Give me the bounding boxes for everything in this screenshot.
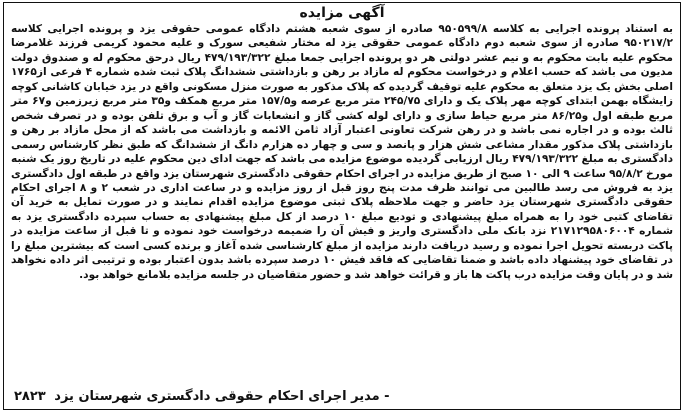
notice-signature: - مدیر اجرای احکام حقوقی دادگستری شهرستان یزد bbox=[54, 389, 390, 404]
notice-number: ۲۸۲۳ bbox=[14, 389, 46, 404]
notice-body: به استناد پرونده اجرایی به کلاسه ۹۵۰۵۹۹/۸ صادره از سوی شعبه هشتم دادگاه عمومی حقوقی یزد و پرونده اجرایی کلاسه ۹۵۰۲۱۷/۲ صادره از سوی شعبه دوم دادگاه عمومی حقوقی یزد له مختار شفیعی سورک و علیه محمود کریمی فرزند غلامرضا محکوم علیه بابت محکوم به و نیم عشر دولتی هر دو پرونده اجرایی جمعا مبلغ ۴۷۹/۱۹۳/۳۲۲ ریال درحق محکوم له و صندوق دولت مدیون می باشد که حسب اعلام و درخواست محکوم له مازاد بر رهن و بازداشتی ششدانگ پلاک ثبت شده شماره ۴ فرعی از۱۷۶۵ اصلی بخش یک یزد متعلق به محکوم علیه توقیف گردیده که پلاک مذکور به صورت منزل مسکونی واقع در یزد خیابان کاشانی کوچه زایشگاه بهمن ابتدای کوچه مهر پلاک یک و دارای ۲۴۵/۷۵ متر مربع عرصه و۱۵۷/۵ متر مربع همکف و۳۵ متر مربع زیرزمین و۶۷ متر مربع طبقه اول و۸۶/۲۵ متر مربع حیاط سازی و دارای لوله کشی گاز و انشعابات گاز و آب و برق تلفن بوده و در تصرف شخص ثالث بوده و در اجاره نمی باشد و در رهن شرکت تعاونی اعتبار آزاد ثامن الائمه و بازداشت می باشد که از محل مازاد بر رهن و بازداشتی پلاک مذکور مقدار مشاعی شش هزار و پانصد و سی و چهار ده هزارم دانگ از ششدانگ که طبق نظر کارشناس رسمی دادگستری به مبلغ ۴۷۹/۱۹۳/۳۲۲ ریال ارزیابی گردیده موضوع مزایده می باشد که جهت ادای دین محکوم علیه در تاریخ روز یک شنبه مورخ ۹۵/۸/۲ ساعت ۹ الی ۱۰ صبح از طریق مزایده در اجرای احکام حقوقی دادگستری شهرستان یزد واقع در طبقه اول دادگستری یزد به فروش می رسد طالبین می توانند ظرف مدت پنج روز قبل از روز مزایده و در ساعت اداری در شعب ۲ و ۸ اجرای احکام حقوقی دادگستری شهرستان یزد حاضر و جهت ملاحظه پلاک ثبتی موضوع مزایده اقدام نمایند و در صورت تمایل به خرید آن تقاضای کتبی خود را به همراه مبلغ پیشنهادی و تودیع مبلغ ۱۰ درصد از کل مبلغ پیشنهادی به حساب سپرده دادگستری یزد به شماره ۲۱۷۱۲۹۵۸۰۶۰۰۴ نزد بانک ملی دادگستری واریز و فیش آن را ضمیمه درخواست خود نموده و تا قبل از ساعت مزایده در پاکت دربسته تحویل اجرا نموده و رسید دریافت دارند مزایده از مبلغ کارشناسی شده آغاز و برنده کسی است که بیشترین مبلغ را در تقاضای خود پیشنهاد داده باشد و ضمنا تقاضایی که فاقد فیش ۱۰ درصد سپرده باشد بدون اعتبار بوده و ترتیبی اثر داده نخواهد شد و در پایان وقت مزایده درب پاکت ها باز و قرائت خواهد شد و حضور متقاضیان در جلسه مزایده بلامانع خواهد بود. bbox=[11, 23, 674, 281]
notice-title: آگهی مزایده bbox=[299, 5, 385, 21]
notice-footer bbox=[14, 389, 390, 405]
auction-notice bbox=[3, 2, 681, 410]
